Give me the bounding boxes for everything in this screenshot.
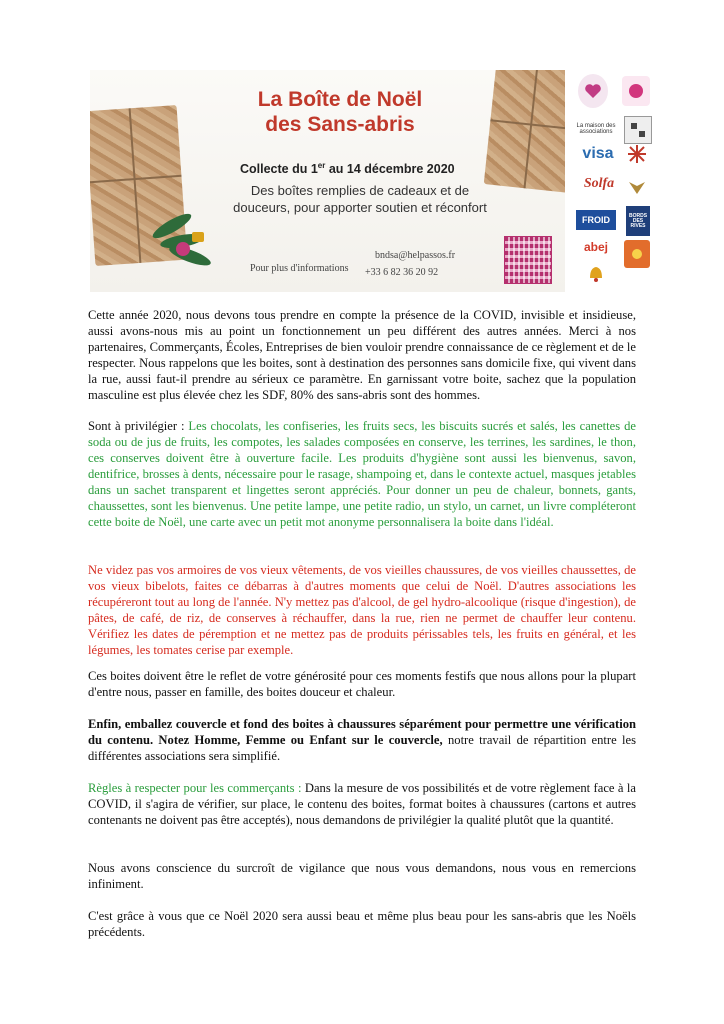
info-label: Pour plus d'informations	[250, 263, 349, 274]
solfa-logo: Solfa	[583, 176, 615, 191]
association-logo-heart	[578, 74, 608, 108]
bords-des-rives-logo: BORDS DES RIVES	[626, 206, 650, 236]
regles-text: Dans la mesure de vos possibilités et de votre règlement face à la COVID, il s'agira de vérifier, sur place, le contenu des boites, format boites à chaussures (cartons et autres contenants ne doivent pas être acceptés), nous demandons de privilégier la qualité plutôt que la quantité.	[88, 781, 636, 827]
privilegier-paragraph	[88, 418, 636, 530]
vigilance-paragraph: Nous avons conscience du surcroît de vigilance que nous vous demandons, nous vous en remercions infiniment.	[88, 861, 636, 891]
banner-subtitle-line2: douceurs, pour apporter soutien et réconfort	[233, 200, 487, 215]
regles-label: Règles à respecter pour les commerçants :	[88, 781, 305, 795]
maison-associations-logo: La maison des associations	[576, 123, 616, 135]
privilegier-text: Les chocolats, les confiseries, les fruits secs, les biscuits sucrés et salés, les canettes de soda ou de jus de fruits, les compotes, les salades composées en conserve, les terrines, les sardines, le thon, ces conserves doivent être à ouverture facile. Les produits d'hygiène sont aussi les bienvenus, savon, dentifrice, brosses à dents, nécessaire pour le rasage, shampoing et, dans le contexte actuel, masques jetables dans un sachet transparent et lingettes seront appréciés. Pour donner un peu de chaleur, bonnets, gants, chaussettes, sont les bienvenus. Une petite lampe, une petite radio, un stylo, un carnet, un livre compléteront cette boite de Noël, une carte avec un petit mot anonyme personnalisera la boite dans l'idéal.	[88, 419, 637, 529]
ornament-icon	[176, 242, 190, 256]
association-logo-snowflake	[624, 142, 650, 166]
contact-email[interactable]: bndsa@helpassos.fr	[375, 250, 456, 261]
regles-paragraph	[88, 780, 636, 828]
emballez-paragraph	[88, 716, 636, 764]
froid-logo: FROID	[576, 210, 616, 230]
emballez-normal-text: notre travail de répartition entre les différentes associations sera simplifié.	[88, 733, 636, 763]
collecte-dates: Collecte du 1er au 14 décembre 2020	[240, 161, 455, 177]
reflet-paragraph: Ces boites doivent être le reflet de votre générosité pour ces moments festifs que nous allons pour la plupart d'entre nous, passer en famille, des boites douceur et chaleur.	[88, 669, 636, 699]
association-logo-wings	[626, 176, 648, 198]
abej-logo: abej	[583, 240, 608, 254]
header-banner	[90, 70, 565, 292]
banner-title-line2: des Sans-abris	[265, 113, 415, 136]
emballez-bold-text: Enfin, emballez couvercle et fond des boites à chaussures séparément pour permettre une vérification du contenu. Notez Homme, Femme ou Enfant sur le couvercle,	[88, 717, 636, 747]
contact-phone[interactable]: +33 6 82 36 20 92	[365, 267, 439, 278]
privilegier-label: Sont à privilégier :	[88, 419, 189, 433]
intro-paragraph: Cette année 2020, nous devons tous prendre en compte la présence de la COVID, invisible et insidieuse, aussi avons-nous mis au point un fonctionnement un peu différent des autres années. Merci à nos partenaires, Commerçants, Écoles, Entreprises de bien vouloir prendre connaissance de ce règlement et de le respecter. Nous rappelons que les boites, sont à destination des personnes sans domicile fixe, qui vivent dans la rue, aussi faut-il prendre au sérieux ce paramètre. En garnissant votre boite, sachez que la population masculine est plus élevée chez les SDF, 80% des sans-abris sont des hommes.	[88, 308, 636, 402]
association-logo-orange	[624, 240, 650, 268]
gift-box-right-image	[484, 70, 565, 193]
banner-subtitle-line1: Des boîtes remplies de cadeaux et de	[250, 183, 470, 198]
warning-paragraph: Ne videz pas vos armoires de vos vieux vêtements, de vos vieilles chaussures, de vos vieilles chaussettes, de vos vieux bibelots, faites ce débarras à d'autres moments que celui de Noël. D'autres associations les récupéreront tout au long de l'année. N'y mettez pas d'alcool, de gel hydro-alcoolique (risque d'ingestion), de pâtes, de café, de riz, de conserves à réchauffer, dans la rue, rien ne permet de chauffer leur contenu. Vérifiez les dates de péremption et ne mettez pas de produits périssables tels, les fruits en général, et les légumes, les tomates cerise par exemple.	[88, 563, 636, 657]
qr-code-icon	[504, 236, 552, 284]
banner-title-line1: La Boîte de Noël	[257, 88, 423, 111]
grace-paragraph: C'est grâce à vous que ce Noël 2020 sera aussi beau et même plus beau pour les sans-abris que les Noëls précédents.	[88, 909, 636, 939]
association-logo-pink	[622, 76, 650, 106]
bell-icon	[584, 262, 608, 284]
small-gift-icon	[192, 232, 204, 242]
visa-logo: visa	[582, 145, 614, 162]
association-logo-grid	[624, 116, 652, 144]
